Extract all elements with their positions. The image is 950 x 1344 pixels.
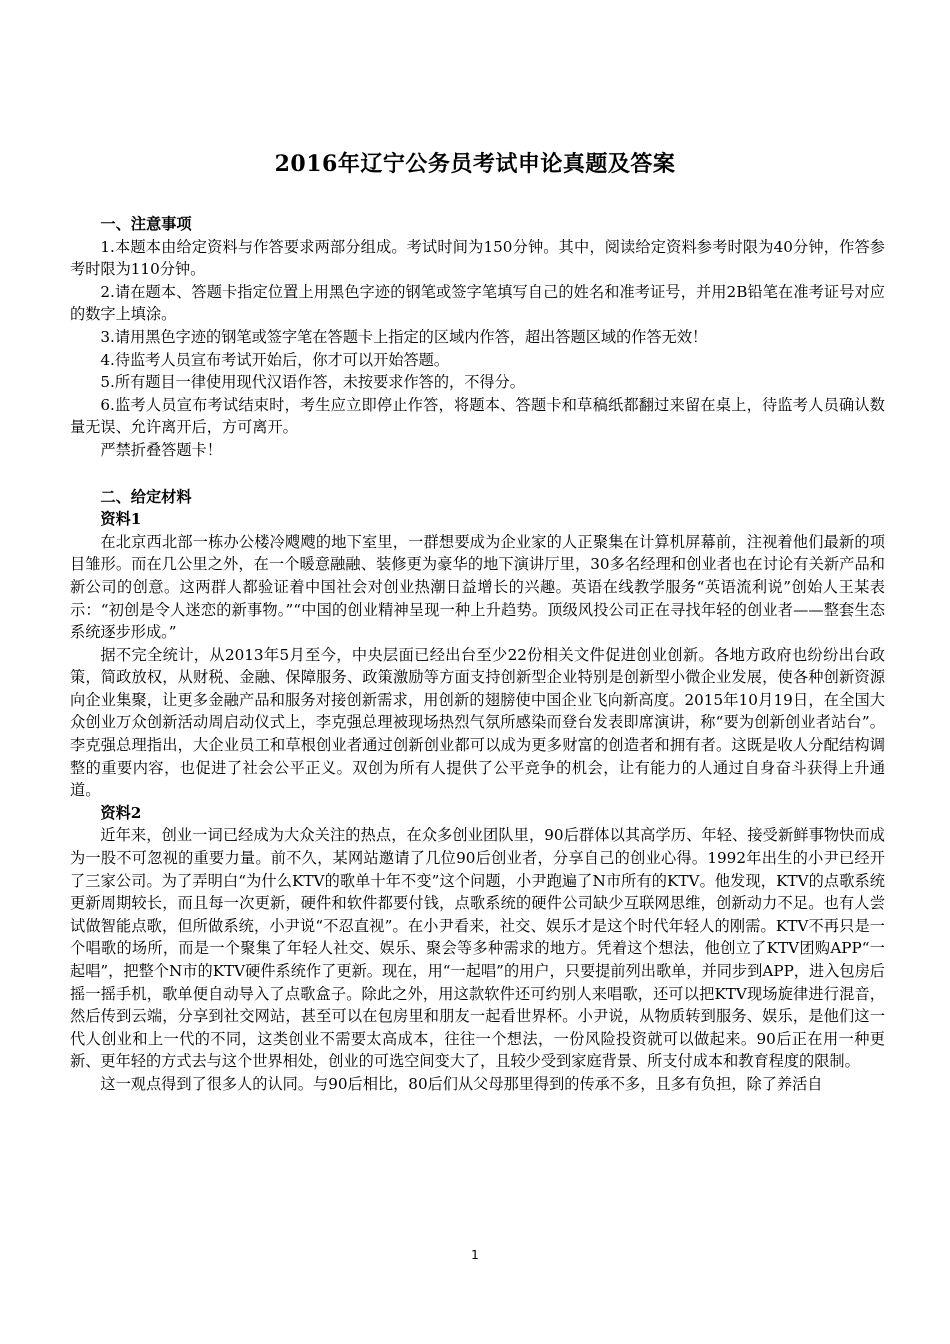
document-title: 2016年辽宁公务员考试申论真题及答案 <box>274 151 676 177</box>
notes-item: 6.监考人员宣布考试结束时，考生应立即停止作答，将题本、答题卡和草稿纸都翻过来留在桌上，待监考人员确认数量无误、允许离开后，方可离开。 <box>70 395 885 437</box>
material-paragraph: 在北京西北部一栋办公楼冷飕飕的地下室里，一群想要成为企业家的人正聚集在计算机屏幕前，注视着他们最新的项目雏形。而在几公里之外，在一个暖意融融、装修更为豪华的地下演讲厅里，30多名经理和创业者也在讨论有关新产品和新公司的创意。这两群人都验证着中国社会对创业热潮日益增长的兴趣。英语在线教学服务“英语流利说”创始人王某表示：“初创是令人迷恋的新事物。”“中国的创业精神呈现一种上升趋势。顶级风投公司正在寻找年轻的创业者——整套生态系统逐步形成。” <box>70 532 885 642</box>
notes-warning: 严禁折叠答题卡！ <box>100 440 222 459</box>
material-paragraph: 近年来，创业一词已经成为大众关注的热点，在众多创业团队里，90后群体以其高学历、年轻、接受新鲜事物快而成为一股不可忽视的重要力量。前不久，某网站邀请了几位90后创业者，分享自己的创业心得。1992年出生的小尹已经开了三家公司。为了弄明白“为什么KTV的歌单十年不变”这个问题，小尹跑遍了N市所有的KTV。他发现，KTV的点歌系统更新周期较长，而且每一次更新，硬件和软件都要付钱，点歌系统的硬件公司缺少互联网思维，创新动力不足。也有人尝试做智能点歌，但所做系统，小尹说“不忍直视”。在小尹看来，社交、娱乐才是这个时代年轻人的刚需。KTV不再只是一个唱歌的场所，而是一个聚集了年轻人社交、娱乐、聚会等多种需求的地方。凭着这个想法，他创立了KTV团购APP“一起唱”，把整个N市的KTV硬件系统作了更新。现在，用“一起唱”的用户，只要提前列出歌单，并同步到APP，进入包房后摇一摇手机，歌单便自动导入了点歌盒子。除此之外，用这款软件还可约别人来唱歌，还可以把KTV现场旋律进行混音，然后传到云端，分享到社交网站，甚至可以在包房里和朋友一起看世界杯。小尹说，从物质转到服务、娱乐，是他们这一代人创业和上一代的不同，这类创业不需要太高成本，往往一个想法，一份风险投资就可以做起来。90后正在用一种更新、更年轻的方式去与这个世界相处，创业的可选空间变大了，且较少受到家庭背景、所支付成本和教育程度的限制。 <box>70 826 885 1071</box>
material-paragraph: 这一观点得到了很多人的认同。与90后相比，80后们从父母那里得到的传承不多，且多有负担，除了养活自 <box>100 1074 823 1093</box>
notes-item: 2.请在题本、答题卡指定位置上用黑色字迹的钢笔或签字笔填写自己的姓名和准考证号，并用2B铅笔在准考证号对应的数字上填涂。 <box>70 282 885 324</box>
page-number: 1 <box>471 1248 479 1262</box>
section-heading-notes: 一、注意事项 <box>100 215 192 233</box>
material-label: 资料2 <box>100 803 142 822</box>
section-heading-materials: 二、给定材料 <box>100 487 192 506</box>
document-body <box>70 213 885 1096</box>
material-paragraph: 据不完全统计，从2013年5月至今，中央层面已经出台至少22份相关文件促进创业创新。各地方政府也纷纷出台政策，简政放权，从财税、金融、保障服务、政策激励等方面支持创新型企业特别是创新型小微企业发展，使各种创新资源向企业集聚，让更多金融产品和服务对接创新需求，用创新的翅膀使中国企业飞向新高度。2015年10月19日，在全国大众创业万众创新活动周启动仪式上，李克强总理被现场热烈气氛所感染而登台发表即席演讲，称“要为创新创业者站台”。李克强总理指出，大企业员工和草根创业者通过创新创业都可以成为更多财富的创造者和拥有者。这既是收人分配结构调整的重要内容，也促进了社会公平正义。双创为所有人提供了公平竞争的机会，让有能力的人通过自身奋斗获得上升通道。 <box>70 645 885 800</box>
notes-item: 4.待监考人员宣布考试开始后，你才可以开始答题。 <box>100 350 450 369</box>
notes-item: 5.所有题目一律使用现代汉语作答，未按要求作答的，不得分。 <box>100 373 525 392</box>
material-label: 资料1 <box>100 510 142 529</box>
notes-item: 1.本题本由给定资料与作答要求两部分组成。考试时间为150分钟。其中，阅读给定资料参考时限为40分钟，作答参考时限为110分钟。 <box>70 237 885 279</box>
notes-item: 3.请用黑色字迹的钢笔或签字笔在答题卡上指定的区域内作答，超出答题区域的作答无效！ <box>100 327 708 346</box>
section-spacer <box>70 462 885 486</box>
